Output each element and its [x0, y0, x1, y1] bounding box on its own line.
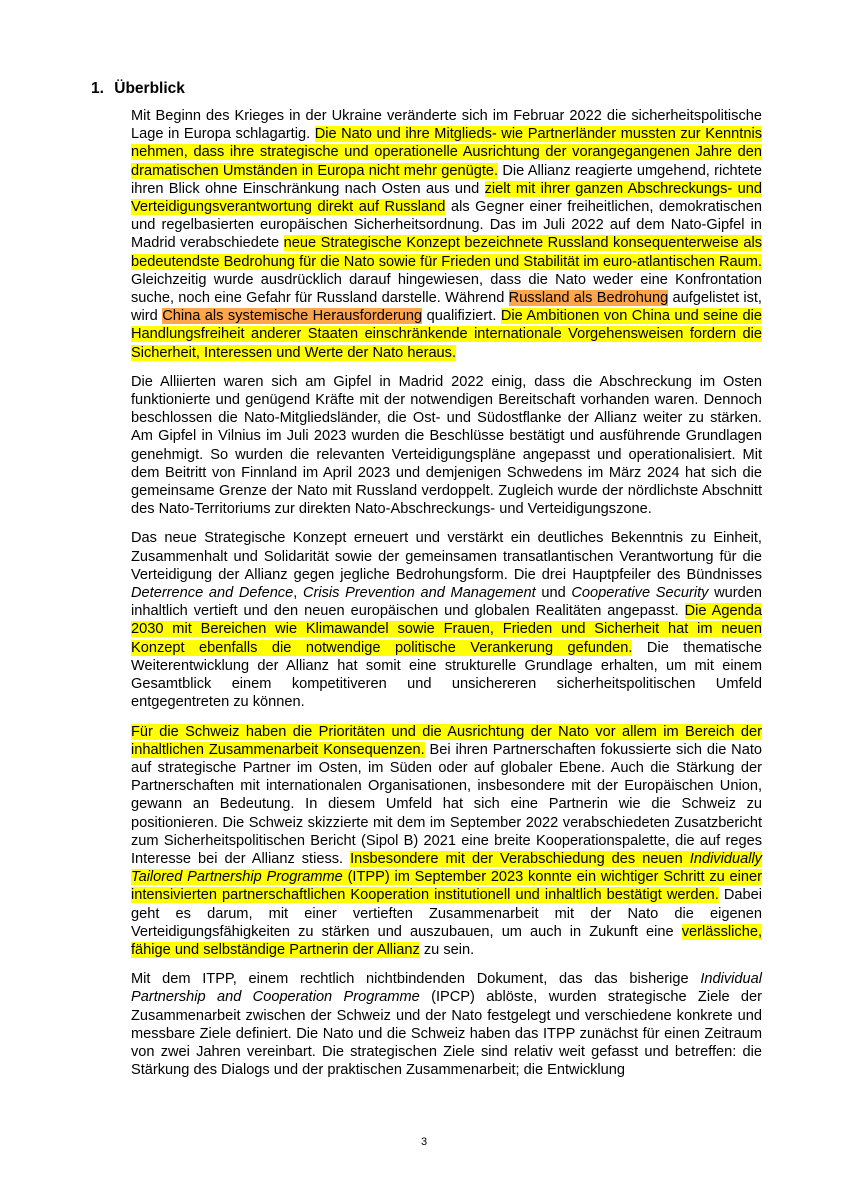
text-run: Die Allianz reagierte umgehend, richtete ihren Blick ohne Einschränkung nach Osten aus und: [131, 162, 762, 197]
highlighted-text: Die Agenda 2030 mit Bereichen wie Klimawandel sowie Frauen, Frieden und Sicherheit hat im neuen Konzept ebenfalls die notwendige politische Verankerung gefunden.: [131, 603, 762, 656]
text-run: Die thematische Weiterentwicklung der Allianz hat somit eine strukturelle Grundlage erhalten, um mit einem Gesamtblick einem kompetitiveren und unsichereren sicherheitspolitischen Umfeld entgegentreten zu können.: [131, 639, 762, 711]
text-run: Gleichzeitig wurde ausdrücklich darauf hingewiesen, dass die Nato weder eine Konfrontation suche, noch eine Gefahr für Russland darstelle. Während: [131, 271, 762, 307]
section-heading: [91, 80, 185, 98]
paragraph: [131, 970, 762, 1079]
paragraph: [131, 723, 762, 960]
highlighted-text: verlässliche, fähige und selbständige Partnerin der Allianz: [131, 923, 762, 958]
text-run: (IPCP) ablöste, wurden strategische Ziele der Zusammenarbeit zwischen der Schweiz und der Nato festgelegt und verschiedene konkrete und messbare Ziele definiert. Die Nato und die Schweiz haben das ITPP zunächst für einen Zeitraum von zwei Jahren vereinbart. Die strategischen Ziele sind relativ weit gefasst und betreffen: die Stärkung des Dialogs und der praktischen Zusammenarbeit; die Entwicklung: [131, 989, 763, 1079]
text-run: ,: [293, 585, 303, 602]
italic-text: Crisis Prevention and Management: [302, 585, 536, 602]
italic-text: Individual Partnership and Cooperation Programme: [131, 971, 762, 1006]
page-number: 3: [420, 1136, 428, 1148]
section-title: Überblick: [114, 80, 185, 97]
document-body: [131, 107, 762, 1090]
text-run: Die Alliierten waren sich am Gipfel in Madrid 2022 einig, dass die Abschreckung im Osten funktionierte und genügend Kräfte mit der notwendigen Bereitschaft vorhanden waren. Dennoch beschlossen die Nato-Mitgliedsländer, die Ost- und Südostflanke der Allianz weiter zu stärken. Am Gipfel in Vilnius im Juli 2023 wurden die Beschlüsse bestätigt und ausführende Grundlagen genehmigt. So wurden die relevanten Verteidigungspläne angepasst und operationalisiert. Mit dem Beitritt von Finnland im April 2023 und demjenigen Schwedens im März 2024 hat sich die gemeinsame Grenze der Nato mit Russland verdoppelt. Zugleich wurde der nördlichste Abschnitt des Nato-Territoriums zur direkten Nato-Abschreckungs- und Verteidigungszone.: [131, 373, 762, 518]
text-run: Bei ihren Partnerschaften fokussierte sich die Nato auf strategische Partner im Osten, im Süden oder auf globaler Ebene. Auch die Stärkung der Partnerschaften mit internationalen Organisationen, insbesondere mit der Europäischen Union, gewann an Bedeutung. In diesem Umfeld hat sich eine Partnerin wie die Schweiz zu positionieren. Die Schweiz skizzierte mit dem im September 2022 verabschiedeten Zusatzbericht zum Sicherheitspolitischen Bericht (Sipol B) 2021 eine breite Kooperationspalette, die auf reges Interesse bei der Allianz stiess.: [131, 741, 762, 867]
highlighted-text: neue Strategische Konzept bezeichnete Russland konsequenterweise als bedeutendste Bedrohung für die Nato sowie für Frieden und Stabilität im euro-atlantischen Raum.: [131, 235, 762, 270]
text-run: qualifiziert.: [422, 308, 501, 325]
highlighted-text: Russland als Bedrohung: [508, 290, 669, 307]
highlighted-text: Insbesondere mit der Verabschiedung des neuen: [350, 850, 690, 867]
paragraph: [131, 373, 762, 519]
italic-text: Deterrence and Defence: [131, 585, 294, 602]
italic-text: Cooperative Security: [571, 585, 709, 602]
text-run: aufgelistet ist, wird: [131, 290, 762, 325]
highlighted-text: Für die Schweiz haben die Prioritäten und die Ausrichtung der Nato vor allem im Bereich der inhaltlichen Zusammenarbeit Konsequenzen.: [131, 723, 762, 758]
highlighted-text: Die Nato und ihre Mitglieds- wie Partnerländer mussten zur Kenntnis nehmen, dass ihre strategische und operationelle Ausrichtung der vorangegangenen Jahre den dramatischen Umständen in Europa nicht mehr genügte.: [131, 126, 763, 179]
paragraph: [131, 107, 762, 362]
text-run: wurden inhaltlich vertieft und den neuen europäischen und globalen Realitäten angepasst.: [131, 585, 762, 620]
highlighted-text: zielt mit ihrer ganzen Abschreckungs- und Verteidigungsverantwortung direkt auf Russland: [131, 180, 762, 216]
text-run: als Gegner einer freiheitlichen, demokratischen und regelbasierten europäischen Sicherheitsordnung. Das im Juli 2022 auf dem Nato-Gipfel in Madrid verabschiedete: [131, 199, 762, 252]
paragraph: [131, 529, 762, 711]
text-run: Mit dem ITPP, einem rechtlich nichtbindenden Dokument, das das bisherige: [131, 971, 701, 988]
highlighted-text: Die Ambitionen von China und seine die Handlungsfreiheit anderer Staaten einschränkende internationale Vorgehensweisen fordern die Sicherheit, Interessen und Werte der Nato heraus.: [131, 308, 762, 361]
text-run: Das neue Strategische Konzept erneuert und verstärkt ein deutliches Bekenntnis zu Einheit, Zusammenhalt und Solidarität sowie der gemeinsamen transatlantischen Verantwortung für die Verteidigung der Allianz gegen jegliche Bedrohungsform. Die drei Hauptpfeiler des Bündnisses: [131, 530, 762, 583]
highlighted-text: Individually Tailored Partnership Programme: [131, 850, 762, 886]
text-run: und: [535, 585, 572, 602]
section-number: 1.: [91, 80, 104, 97]
text-run: Dabei geht es darum, mit einer vertieften Zusammenarbeit mit der Nato die eigenen Verteidigungsfähigkeiten zu stärken und auszubauen, um auch in Zukunft eine: [131, 887, 763, 940]
highlighted-text: (ITPP) im September 2023 konnte ein wichtiger Schritt zu einer intensivierten partnerschaftlichen Kooperation institutionell und inhaltlich bestätigt werden.: [131, 869, 762, 904]
text-run: Mit Beginn des Krieges in der Ukraine veränderte sich im Februar 2022 die sicherheitspolitische Lage in Europa schlagartig.: [131, 108, 762, 143]
highlighted-text: China als systemische Herausforderung: [162, 308, 423, 325]
text-run: zu sein.: [419, 941, 475, 958]
